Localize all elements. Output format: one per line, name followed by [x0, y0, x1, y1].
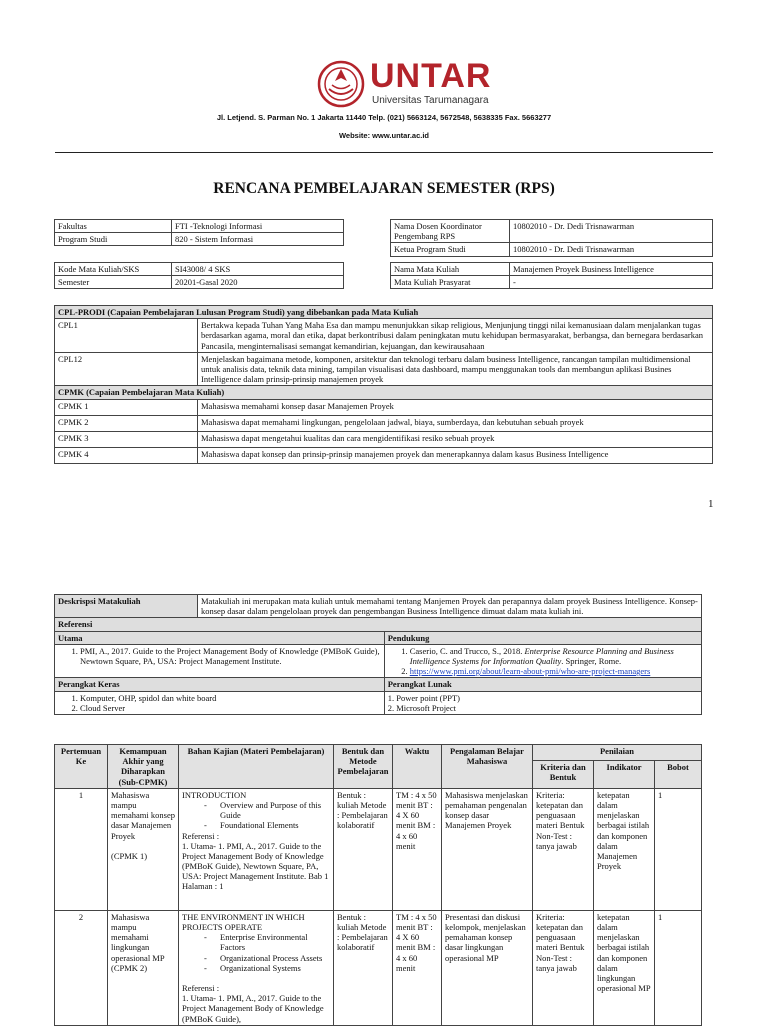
table-row: 2 Mahasiswa mampu memahami lingkungan operasional MP (CPMK 2) THE ENVIRONMENT IN WHICH PROJECTS OPERATE - Enterprise Environmental Factors - Organizational Process Assets - Organizational Systems Referensi : 1. Utama- 1. PMI, A., 2017. Guide to the Project Management Body of Knowledge (PMBoK Guide), Bentuk : kuliah Metode : Pembelajaran kolaboratif TM : 4 x 50 menit BT : 4 X 60 menit BM : 4 x 60 menit Presentasi dan diskusi kelompok, menjelaskan pemahaman konsep dasar lingkungan operasional MP Kriteria: ketepatan dan penguasaan materi Bentuk Non-Test : tanya jawab ketepatan dalam menjelaskan berbagai istilah dan komponen dalam lingkungan operasional MP 1 [55, 910, 702, 1025]
table-row [55, 386, 713, 399]
table-row: Semester 20201-Gasal 2020 [55, 276, 344, 289]
utama-list [55, 644, 385, 678]
table-row [55, 618, 702, 631]
header-divider [55, 152, 713, 153]
perangkat-keras-header: Perangkat Keras [55, 678, 385, 691]
table-header-row: Kriteria dan Bentuk Indikator Bobot [55, 760, 702, 788]
description-text: Matakuliah ini merupakan mata kuliah untuk memahami tentang Manjemen Proyek dan perapannya dalam proyek Business Intelligence. Konsep-konsep dasar dalam pengelolaan proyek dan pengembangan Business Intelligence dimuat dalam mata kuliah ini. [198, 595, 702, 618]
table-row: Program Studi 820 - Sistem Informasi [55, 233, 344, 246]
list-item [410, 666, 698, 676]
table-row: CPMK 1 Mahasiswa memahami konsep dasar Manajemen Proyek [55, 399, 713, 415]
referensi-header: Referensi [55, 618, 702, 631]
table-row [55, 678, 702, 691]
list-item: - Foundational Elements [204, 820, 330, 830]
pmi-link[interactable]: https://www.pmi.org/about/learn-about-pmi/who-are-project-managers [409, 666, 651, 677]
cpmk-header: CPMK (Capaian Pembelajaran Mata Kuliah) [55, 386, 713, 399]
table-row: Fakultas FTI -Teknologi Informasi [55, 220, 344, 233]
table-row: Mata Kuliah Prasyarat - [391, 276, 713, 289]
letterhead-website: Website: www.untar.ac.id [338, 131, 430, 140]
table-row: Kode Mata Kuliah/SKS SI43008/ 4 SKS [55, 263, 344, 276]
cpl-header: CPL-PRODI (Capaian Pembelajaran Lulusan Program Studi) yang dibebankan pada Mata Kuliah [55, 306, 713, 319]
table-header-row: Pertemuan Ke Kemampuan Akhir yang Diharapkan (Sub-CPMK) Bahan Kajian (Materi Pembelajaran) Bentuk dan Metode Pembelajaran Waktu Pengalaman Belajar Mahasiswa Penilaian [55, 745, 702, 761]
list-item: - Organizational Process Assets [204, 953, 330, 963]
info-table-left-2 [54, 262, 344, 289]
table-row: CPL1 Bertakwa kepada Tuhan Yang Maha Esa dan mampu menunjukkan sikap religious, Menjunjung tinggi nilai kemanusiaan dalam menjalankan tugas berdasarkan agama, moral dan etika, dapat berkontribusi dalam peningkatan mutu kehidupan bermasyarakat, berbangsa, dan bernegara berdasarkan Pancasila, menginternalisasi semangat kemandirian, kejuangan, dan kewirausahaan [55, 319, 713, 353]
untar-logo-icon [316, 59, 366, 109]
table-row [55, 595, 702, 618]
table-row [55, 306, 713, 319]
table-row: CPMK 3 Mahasiswa dapat mengetahui kualitas dan cara mengidentifikasi resiko sebuah proyek [55, 431, 713, 447]
table-row: CPMK 4 Mahasiswa dapat konsep dan prinsip-prinsip manajemen proyek dan menerapkannya dalam kasus Business Intelligence [55, 447, 713, 463]
table-row: CPMK 2 Mahasiswa dapat memahami lingkungan, pengelolaan jadwal, biaya, sumberdaya, dan kebutuhan sebuah proyek [55, 415, 713, 431]
table-row: Ketua Program Studi 10802010 - Dr. Dedi Trisnawarman [391, 243, 713, 256]
cpl-table [54, 305, 713, 464]
table-row: Nama Dosen Koordinator Pengembang RPS 10802010 - Dr. Dedi Trisnawarman [391, 220, 713, 243]
info-table-right [390, 219, 713, 257]
list-item: - Organizational Systems [204, 963, 330, 973]
pendukung-list [384, 644, 701, 678]
list-item: 2. Cloud Server [80, 703, 381, 713]
list-item: 2. Microsoft Project [387, 702, 456, 713]
info-table-left [54, 219, 344, 246]
perangkat-keras-list [55, 691, 385, 714]
list-item: 1. Komputer, OHP, spidol dan white board [80, 693, 381, 703]
table-row: CPL12 Menjelaskan bagaimana metode, komponen, arsitektur dan teknologi terbaru dalam business Intelligence, rancangan tampilan multidimensional untuk analisis data, teknik data mining, tampilan visualisasi data dashboard, mampu menggunakan tools dan membangun aplikasi Busines Intelligence dalam prinsip-prinsip manajemen proyek [55, 352, 713, 386]
list-item: 1. PMI, A., 2017. Guide to the Project Management Body of Knowledge (PMBoK Guide), Newtown Square, PA, USA: Project Management Institute. [80, 646, 381, 666]
logo-name: UNTAR [370, 57, 492, 95]
letterhead [0, 55, 768, 155]
description-label: Deskrispsi Matakuliah [55, 595, 198, 618]
page-number: 1 [708, 498, 714, 510]
logo-subtitle: Universitas Tarumanagara [372, 95, 489, 106]
table-row [55, 631, 702, 644]
description-table [54, 594, 702, 715]
utama-header: Utama [55, 631, 385, 644]
list-item: - Overview and Purpose of this Guide [204, 800, 330, 820]
perangkat-lunak-list [384, 691, 701, 714]
list-item: 1. Caserio, C. and Trucco, S., 2018. Enterprise Resource Planning and Business Intelligence Systems for Information Quality. Springer, Rome. [410, 646, 698, 666]
info-table-right-2 [390, 262, 713, 289]
letterhead-address: Jl. Letjend. S. Parman No. 1 Jakarta 11440 Telp. (021) 5663124, 5672548, 5638335 Fax. 5663277 [216, 113, 552, 122]
list-item: 1. Power point (PPT) [387, 692, 460, 703]
page-title: RENCANA PEMBELAJARAN SEMESTER (RPS) [213, 180, 555, 197]
table-row [55, 644, 702, 678]
perangkat-lunak-header: Perangkat Lunak [384, 678, 701, 691]
table-row: 1 Mahasiswa mampu memahami konsep dasar Manajemen Proyek (CPMK 1) INTRODUCTION - Overview and Purpose of this Guide - Foundational Elements Referensi : 1. Utama- 1. PMI, A., 2017. Guide to the Project Management Body of Knowledge (PMBoK Guide), Newtown Square, PA, USA: Project Management Institute. Bab 1 Halaman : 1 Bentuk : kuliah Metode : Pembelajaran kolaboratif TM : 4 x 50 menit BT : 4 X 60 menit BM : 4 x 60 menit Mahasiswa menjelaskan pemahaman pengenalan konsep dasar Manajemen Proyek Kriteria: ketepatan dan penguasaan materi Bentuk Non-Test : tanya jawab ketepatan dalam menjelaskan berbagai istilah dan komponen dalam Manajemen Proyek 1 [55, 788, 702, 910]
table-row: Nama Mata Kuliah Manajemen Proyek Business Intelligence [391, 263, 713, 276]
schedule-table [54, 744, 702, 1026]
pendukung-header: Pendukung [384, 631, 701, 644]
table-row [55, 691, 702, 714]
list-item: - Enterprise Environmental Factors [204, 932, 330, 952]
